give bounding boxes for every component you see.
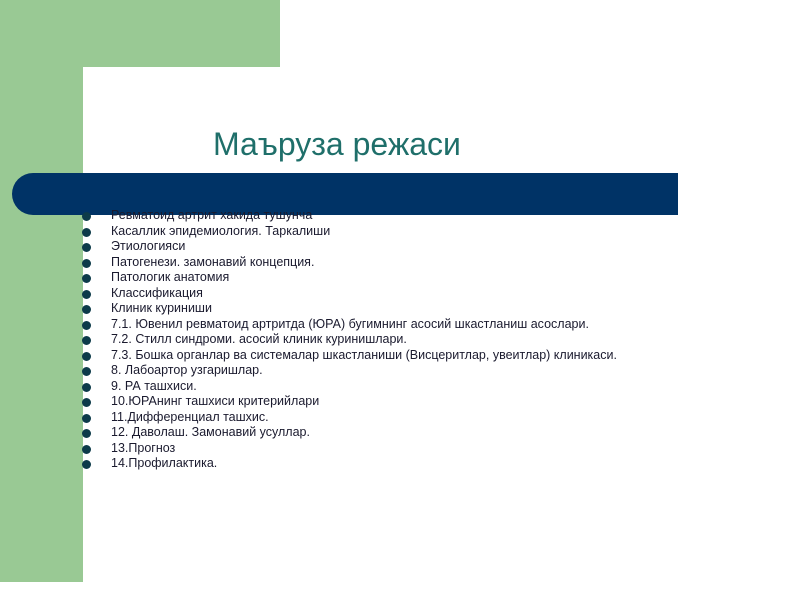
bullet-icon [82, 212, 91, 221]
list-item-text: 13.Прогноз [111, 440, 176, 455]
slide-title: Маъруза режаси [213, 126, 461, 162]
bullet-icon [82, 336, 91, 345]
bullet-icon [82, 398, 91, 407]
bullet-icon [82, 352, 91, 361]
bullet-icon [82, 228, 91, 237]
list-item [82, 410, 782, 426]
list-item-text: Этиологияси [111, 239, 186, 253]
bullet-icon [82, 460, 91, 469]
bullet-icon [82, 243, 91, 252]
bullet-icon [82, 259, 91, 268]
list-item [82, 224, 782, 240]
list-item-text: 7.3. Бошка органлар ва системалар шкастланиши (Висцеритлар, увеитлар) клиникаси. [111, 347, 617, 362]
list-item-text: Классификация [111, 285, 203, 300]
list-item-text: 11.Дифференциал ташхис. [111, 409, 269, 424]
list-item [82, 379, 782, 395]
bullet-icon [82, 274, 91, 283]
list-item [82, 317, 782, 333]
bullet-icon [82, 445, 91, 454]
list-item [82, 286, 782, 302]
bullet-icon [82, 290, 91, 299]
bullet-icon [82, 367, 91, 376]
list-item [82, 456, 782, 472]
list-item-text: Ревматоид артрит хакида тушунча [111, 208, 313, 222]
list-item [82, 208, 782, 224]
bullet-icon [82, 414, 91, 423]
list-item-text: Патологик анатомия [111, 270, 230, 284]
agenda-list [82, 208, 782, 472]
list-item-text: Клиник куриниши [111, 301, 212, 315]
list-item [82, 363, 782, 379]
list-item-text: 7.1. Ювенил ревматоид артритда (ЮРА) бугимнинг асосий шкастланиш асослари. [111, 316, 589, 331]
list-item-text: 10.ЮРАнинг ташхиси критерийлари [111, 394, 320, 408]
bullet-icon [82, 383, 91, 392]
list-item-text: 9. РА ташхиси. [111, 378, 197, 393]
list-item-text: 7.2. Стилл синдроми. асосий клиник куринишлари. [111, 332, 407, 346]
list-item [82, 239, 782, 255]
list-item [82, 441, 782, 457]
list-item [82, 394, 782, 410]
list-item-text: 12. Даволаш. Замонавий усуллар. [111, 425, 310, 439]
bullet-icon [82, 429, 91, 438]
list-item-text: 8. Лабоартор узгаришлар. [111, 363, 263, 377]
list-item [82, 425, 782, 441]
list-item-text: Касаллик эпидемиология. Таркалиши [111, 223, 331, 238]
list-item [82, 332, 782, 348]
list-item [82, 270, 782, 286]
list-item [82, 348, 782, 364]
list-item-text: 14.Профилактика. [111, 456, 218, 470]
list-item [82, 301, 782, 317]
list-item [82, 255, 782, 271]
bullet-icon [82, 321, 91, 330]
bullet-icon [82, 305, 91, 314]
list-item-text: Патогенези. замонавий концепция. [111, 254, 315, 269]
